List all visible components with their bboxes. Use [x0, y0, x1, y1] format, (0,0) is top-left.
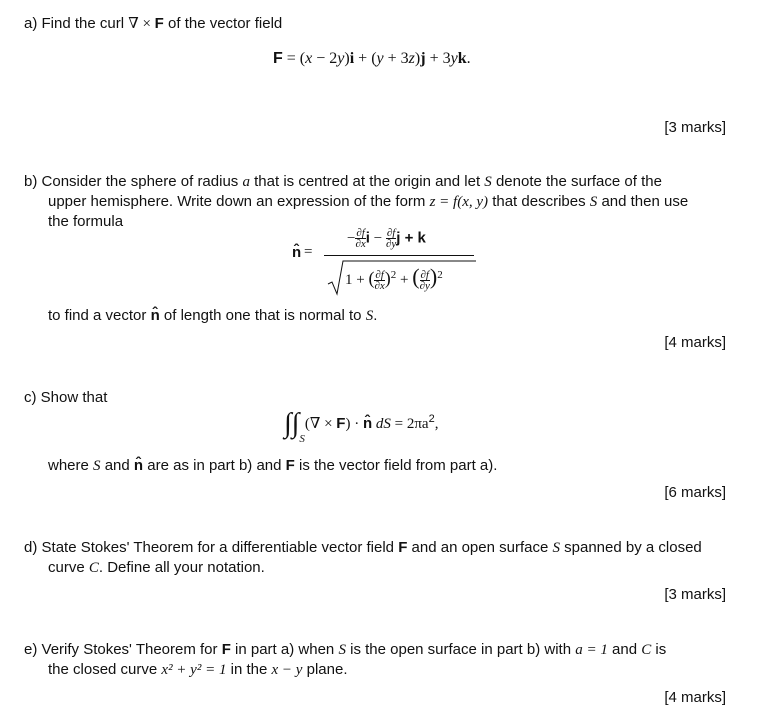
eq-k: k: [457, 50, 467, 67]
text: and: [612, 641, 638, 658]
text: . Define all your notation.: [98, 559, 265, 576]
text: of length one that is normal to: [163, 307, 362, 324]
part-e-label: e): [24, 641, 38, 658]
eq-part: .: [466, 50, 471, 67]
eq-part: z: [408, 50, 415, 67]
eq-part: = (: [282, 50, 306, 67]
part-a-question: [24, 14, 282, 34]
text: curve: [48, 559, 85, 576]
frac-top: ∂f: [375, 269, 384, 282]
vector-F: F: [154, 15, 164, 32]
part-e-line1: [24, 640, 666, 660]
normal-formula: [292, 228, 492, 298]
var-S: S: [552, 540, 560, 556]
frac-top: ∂f: [420, 269, 429, 282]
text: that is centred at the origin and let: [254, 173, 481, 190]
part-c-where: [48, 456, 497, 476]
var-C: C: [88, 560, 99, 576]
text: and: [104, 457, 130, 474]
var-S: S: [484, 174, 492, 190]
integral-part: (∇ ×: [304, 415, 337, 432]
var-a: a: [242, 174, 250, 190]
den-sq: 2: [437, 269, 443, 281]
eq-part: ): [344, 50, 350, 67]
num-j: j: [396, 229, 401, 247]
text: are as in part b) and: [147, 457, 282, 474]
frac-top: ∂f: [356, 227, 365, 239]
text: the closed curve: [48, 661, 158, 678]
integral-F: F: [336, 414, 346, 432]
text: State Stokes' Theorem for a differentiable vector field: [41, 539, 395, 556]
eq-part: + 3: [383, 50, 409, 67]
formula-denominator: 1 + ( $\frac{\partial f}{\partial x}$ )$^2$ + ( $\frac{\partial f}{\partial y}$ )$^2$: [345, 264, 443, 293]
eq-part: x: [305, 50, 313, 67]
text: plane.: [306, 661, 348, 678]
vector-F: F: [285, 457, 295, 474]
text: upper hemisphere. Write down an expression of the form: [48, 193, 426, 210]
text: is: [655, 641, 667, 658]
eq-part: + (: [354, 50, 377, 67]
nhat: n̂: [133, 457, 144, 474]
den-plus: +: [396, 272, 413, 288]
text: to find a vector: [48, 307, 147, 324]
var-C: C: [641, 642, 652, 658]
vector-field-equation: [273, 50, 471, 68]
num-minus: −: [347, 230, 356, 247]
var-S: S: [589, 194, 598, 210]
part-c-question: [24, 388, 107, 408]
eq-j: j: [420, 50, 426, 67]
frac-bottom: ∂x: [374, 280, 385, 293]
num-k: + k: [400, 229, 426, 247]
part-b-after: [48, 306, 377, 326]
part-d-line1: [24, 538, 702, 558]
vector-F: F: [398, 539, 408, 556]
part-d-marks: [3 marks]: [664, 586, 726, 603]
frac-top: ∂f: [386, 227, 396, 239]
curl-operator: ∇ ×: [128, 16, 155, 32]
part-b-line1: [24, 172, 662, 192]
formula-equals: =: [304, 244, 313, 260]
form-z: z = f(x, y): [429, 194, 489, 210]
text: Verify Stokes' Theorem for: [41, 641, 218, 658]
integral-part: ,: [434, 415, 439, 432]
num-i: i: [365, 229, 370, 247]
num-op: −: [369, 230, 386, 247]
var-S: S: [365, 308, 374, 324]
part-a-marks: [3 marks]: [664, 119, 726, 136]
integral-nhat: n̂: [362, 414, 373, 432]
den-sq: 2: [390, 269, 397, 281]
a-equals-1: a = 1: [575, 642, 608, 658]
part-e-line2: [48, 660, 348, 680]
integral-sign: ∫∫: [284, 408, 300, 439]
integral-part: ) ·: [345, 415, 363, 432]
part-b-line3: the formula: [48, 213, 124, 230]
frac-df-dx-den: [374, 270, 384, 291]
frac-bottom: ∂x: [355, 238, 366, 250]
eq-part: ): [414, 50, 421, 67]
eq-part: + 3: [425, 50, 451, 67]
integral-dS: dS: [372, 415, 391, 432]
plane-name: x − y: [271, 662, 303, 678]
formula-nhat: n̂: [292, 244, 302, 261]
curve-equation: x² + y² = 1: [161, 662, 227, 678]
nhat: n̂: [150, 307, 160, 324]
frac-bottom: ∂y: [385, 238, 397, 250]
eq-part: y: [450, 50, 458, 67]
part-a-text-lead: Find the curl: [41, 15, 129, 32]
part-d-label: d): [24, 539, 38, 556]
integral-pow: 2: [428, 412, 435, 425]
formula-numerator: [347, 228, 426, 249]
fraction-bar: [324, 255, 474, 256]
frac-df-dy: [386, 228, 396, 249]
text: and then use: [601, 193, 689, 210]
part-b-marks: [4 marks]: [664, 334, 726, 351]
text: is the vector field from part a).: [299, 457, 498, 474]
part-a-text-tail: of the vector field: [163, 15, 283, 32]
surface-integral: [284, 408, 438, 448]
text: is the open surface in part b) with: [350, 641, 572, 658]
text: .: [373, 307, 378, 324]
text: Show that: [40, 389, 108, 406]
eq-part: y: [337, 50, 345, 67]
part-d-line2: [48, 558, 265, 578]
part-c-label: c): [24, 389, 37, 406]
var-S: S: [93, 458, 101, 474]
text: spanned by a closed: [564, 539, 702, 556]
integral-rhs: = 2πa: [390, 415, 429, 432]
den-one: 1 +: [345, 272, 369, 288]
eq-i: i: [349, 50, 355, 67]
frac-bottom: ∂y: [419, 280, 430, 293]
part-e-marks: [4 marks]: [664, 689, 726, 706]
part-b-label: b): [24, 173, 38, 190]
text: where: [48, 457, 89, 474]
eq-part: y: [376, 50, 384, 67]
vector-F: F: [221, 641, 231, 658]
text: in part a) when: [235, 641, 335, 658]
integral-sub: S: [299, 432, 305, 445]
var-S: S: [338, 642, 346, 658]
frac-df-dy-den: [420, 270, 430, 291]
text: that describes: [492, 193, 586, 210]
text: in the: [230, 661, 268, 678]
eq-lhs: F: [273, 50, 283, 67]
part-a-label: a): [24, 15, 38, 32]
frac-df-dx: [355, 228, 365, 249]
part-c-marks: [6 marks]: [664, 484, 726, 501]
text: denote the surface of the: [495, 173, 662, 190]
eq-part: − 2: [312, 50, 338, 67]
text: Consider the sphere of radius: [41, 173, 239, 190]
part-b-line2: [48, 192, 688, 212]
text: and an open surface: [411, 539, 549, 556]
